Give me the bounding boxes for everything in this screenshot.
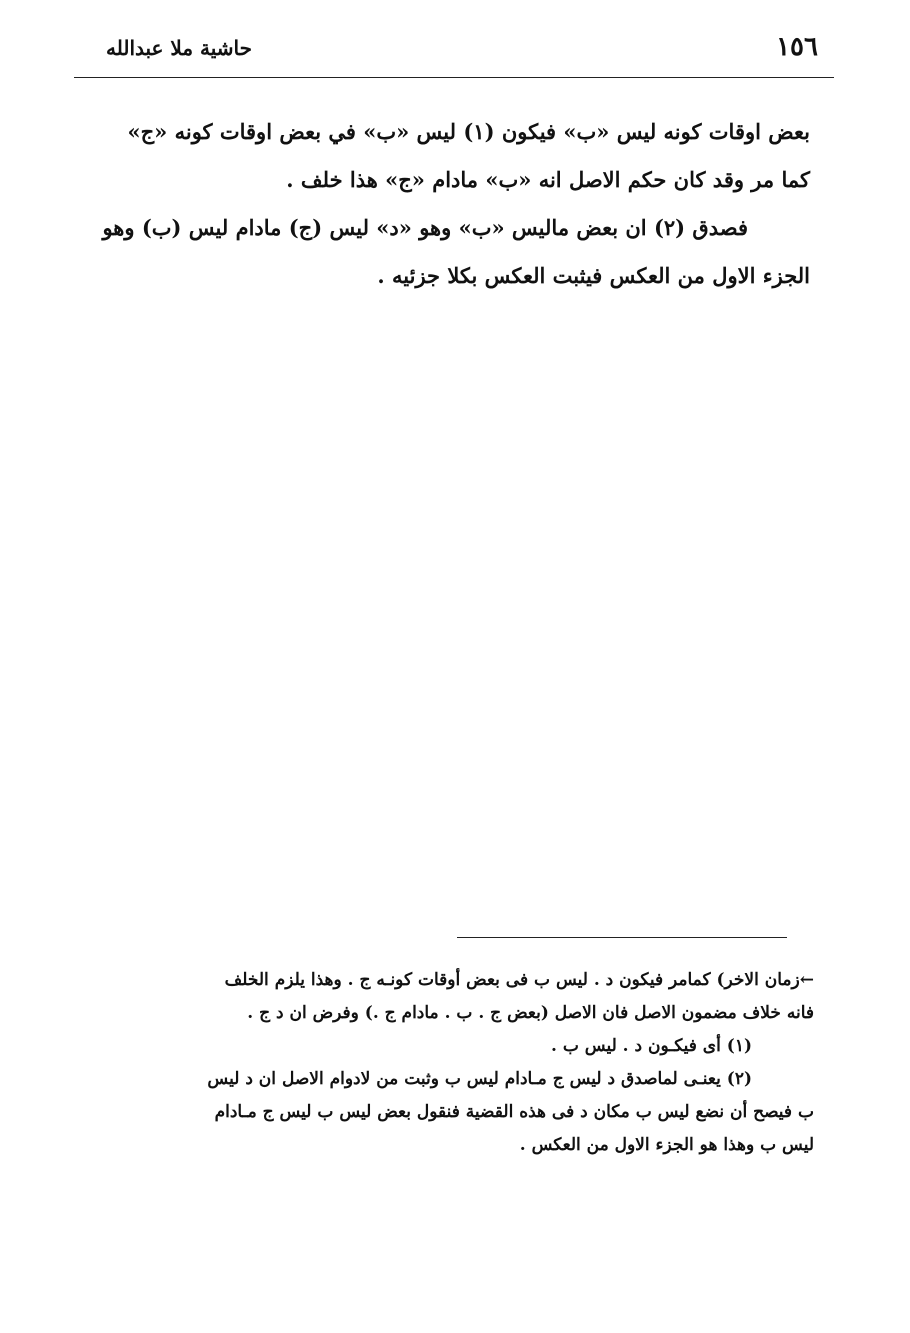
footnote-line: ب فيصح أن نضع ليس ب مكان د فى هذه القضية فنقول بعض ليس ب ليس ج مـادام (214, 1102, 814, 1122)
footnote-line: ←زمان الاخر) كمامر فيكون د . ليس ب فى بعض أوقات كونـه ج . وهذا يلزم الخلف (224, 970, 814, 990)
main-text-line: الجزء الاول من العكس فيثبت العكس بكلا جزئيه . (377, 263, 810, 288)
page-number: ١٥٦ (776, 32, 818, 62)
main-text-line: كما مر وقد كان حكم الاصل انه «ب» مادام «ج» هذا خلف . (286, 167, 810, 192)
footnote-line: (٢) يعنـى لماصدق د ليس ج مـادام ليس ب وثبت من لادوام الاصل ان د ليس (207, 1069, 752, 1089)
main-text (100, 108, 810, 300)
footnote-line: فانه خلاف مضمون الاصل فان الاصل (بعض ج . ب . مادام ج .) وفرض ان د ج . (247, 1003, 814, 1023)
footnotes (92, 964, 814, 1162)
footnote-line: (١) أى فيكـون د . ليس ب . (551, 1036, 752, 1056)
running-header-title: حاشية ملا عبدالله (106, 36, 253, 60)
footnote-line: ليس ب وهذا هو الجزء الاول من العكس . (519, 1135, 814, 1155)
header-divider (74, 77, 834, 78)
main-text-line: بعض اوقات كونه ليس «ب» فيكون (١) ليس «ب» في بعض اوقات كونه «ج» (127, 119, 810, 144)
footnote-divider (457, 937, 787, 938)
main-text-line: فصدق (٢) ان بعض ماليس «ب» وهو «د» ليس (ج) مادام ليس (ب) وهو (102, 215, 748, 240)
